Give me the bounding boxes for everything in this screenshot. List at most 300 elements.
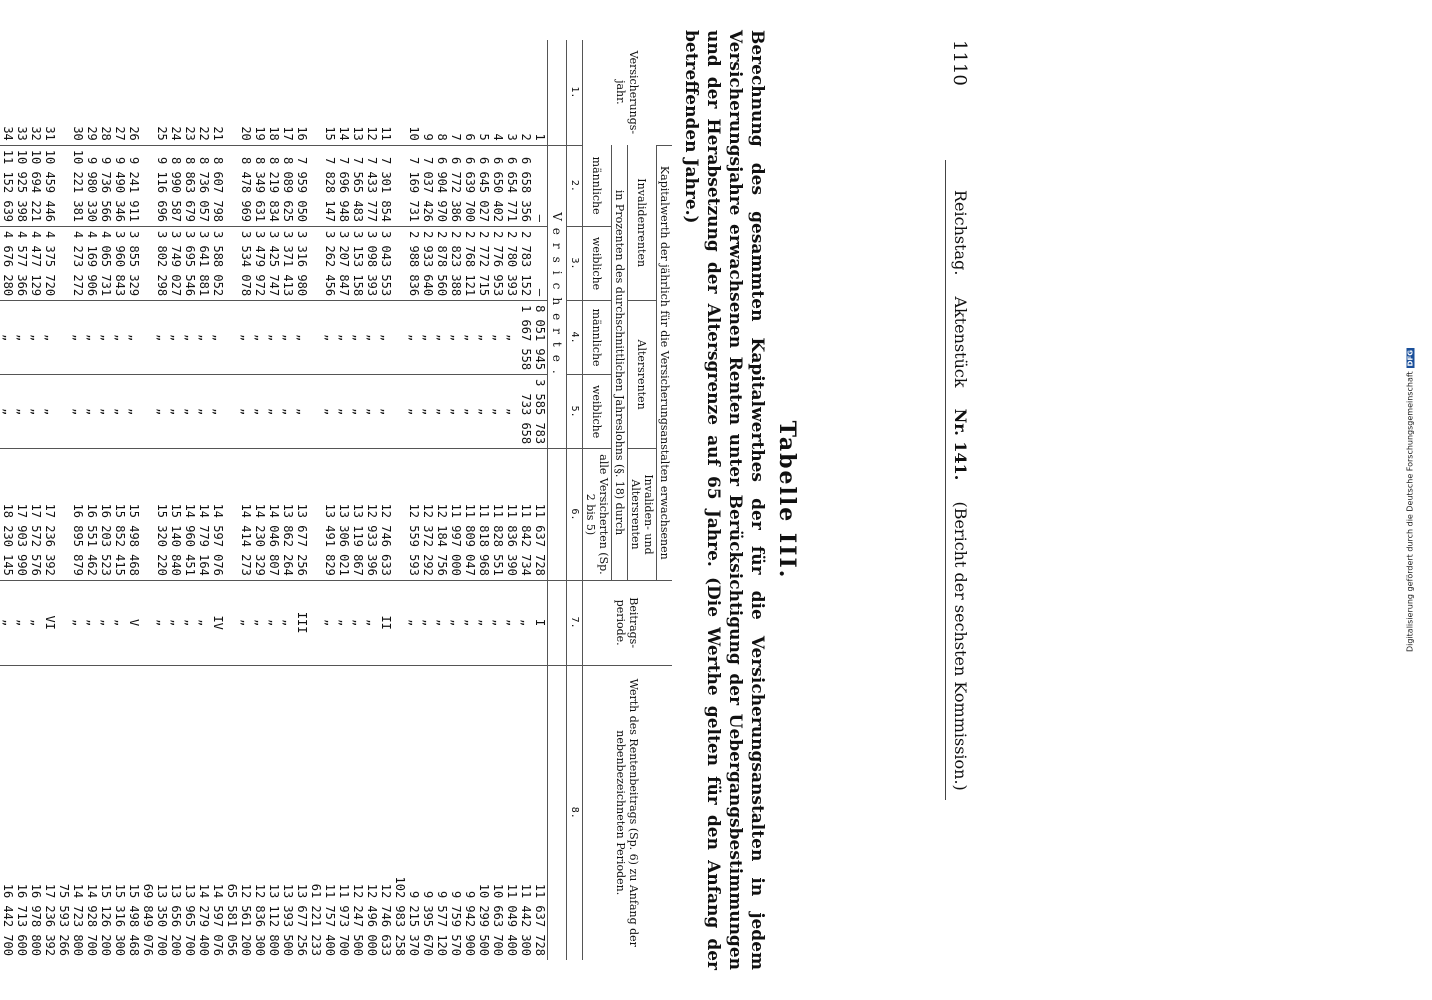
table-cell-c5	[393, 375, 407, 449]
table-cell-c5: „	[155, 375, 169, 449]
table-row	[337, 40, 351, 960]
table-cell-c5	[57, 375, 71, 449]
table-cell-c2: 8 478 969	[239, 145, 253, 226]
table-cell-c7: „	[99, 580, 113, 665]
period-total-row	[225, 40, 239, 960]
table-cell-c6	[225, 449, 239, 581]
table-cell-c3: 3 534 078	[239, 227, 253, 301]
table-cell-c6: 14 779 164	[197, 449, 211, 581]
table-cell-c4: „	[477, 301, 491, 375]
table-cell-c4: „	[267, 301, 281, 375]
table-cell-c2: 6 650 402	[491, 145, 505, 226]
table-cell-c2: 6 904 970	[435, 145, 449, 226]
table-cell-y: 19	[253, 126, 267, 141]
table-cell-c6: 15 140 840	[169, 449, 183, 581]
col-number: 1.	[567, 40, 583, 145]
table-row	[365, 40, 379, 960]
table-cell-c7: „	[365, 580, 379, 665]
table-cell-c3: 3 802 298	[155, 227, 169, 301]
table-cell-c4: „	[253, 301, 267, 375]
table-cell-c6: 14 597 076	[211, 449, 225, 581]
table-cell-c8: 12 247 500	[351, 665, 365, 960]
table-cell-c7: „	[435, 580, 449, 665]
table-cell-c2: 10 459 446	[43, 145, 57, 226]
table-cell-y	[225, 40, 239, 145]
table-cell-y: 2	[519, 133, 533, 141]
table-cell-c7: VI	[43, 580, 57, 665]
table-cell-c6: 13 491 829	[323, 449, 337, 581]
table-cell-c6: 12 559 593	[407, 449, 421, 581]
table-cell-c5: „	[281, 375, 295, 449]
table-cell-c7: III	[295, 580, 309, 665]
table-cell-c2: 9 736 566	[99, 145, 113, 226]
table-cell-c4: „	[43, 301, 57, 375]
table-cell-c7: „	[351, 580, 365, 665]
table-cell-c3	[57, 227, 71, 301]
table-cell-c4: „	[365, 301, 379, 375]
table-cell-c6: 14 414 273	[239, 449, 253, 581]
table-body	[0, 40, 567, 960]
table-cell-c5	[0, 375, 1, 449]
table-cell-c8: 14 279 400	[197, 665, 211, 960]
table-cell-c3: —	[533, 227, 548, 301]
table-cell-c4: „	[197, 301, 211, 375]
dfg-logo: DFG	[1406, 349, 1415, 367]
table-cell-c5: „	[407, 375, 421, 449]
table-cell-c8: 13 656 200	[169, 665, 183, 960]
table-cell-c5: „	[1, 375, 15, 449]
table-cell-c8: 17 236 392	[43, 665, 57, 960]
table-cell-c5: „	[239, 375, 253, 449]
table-row	[169, 40, 183, 960]
table-cell-y: 16	[295, 126, 309, 141]
table-cell-c7: „	[155, 580, 169, 665]
table-cell-c6: 11 809 047	[463, 449, 477, 581]
table-row	[435, 40, 449, 960]
table-cell-c2: 8 736 057	[197, 145, 211, 226]
table-cell-c6: 14 230 329	[253, 449, 267, 581]
table-row	[113, 40, 127, 960]
table-cell-c6: 11 997 000	[449, 449, 463, 581]
table-cell-c6: 15 498 468	[127, 449, 141, 581]
table-row	[505, 40, 519, 960]
table-cell-c5	[225, 375, 239, 449]
table-cell-c2: 9 241 911	[127, 145, 141, 226]
table-cell-c4: „	[71, 301, 85, 375]
header-title	[951, 190, 970, 807]
table-cell-c5: „	[295, 375, 309, 449]
table-cell-y: 15	[323, 126, 337, 141]
table-cell-c4: „	[421, 301, 435, 375]
table-row	[29, 40, 43, 960]
table-cell-c3: 2 772 715	[477, 227, 491, 301]
table-cell-c2: 6 772 386	[449, 145, 463, 226]
table-cell-c2	[393, 145, 407, 226]
page-header	[944, 40, 974, 960]
col-number: 3.	[567, 227, 583, 301]
table-cell-y: 14	[337, 126, 351, 141]
table-row	[155, 40, 169, 960]
table-cell-c2: 7 169 731	[407, 145, 421, 226]
table-cell-c7	[0, 580, 1, 665]
table-cell-c3: 4 577 366	[15, 227, 29, 301]
table-cell-c7: „	[253, 580, 267, 665]
table-cell-c2: 8 219 834	[267, 145, 281, 226]
table-cell-c6: 13 677 256	[295, 449, 309, 581]
table-cell-c4	[225, 301, 239, 375]
table-cell-y: 27	[113, 126, 127, 141]
table-cell-c3: 2 988 836	[407, 227, 421, 301]
col-number: 7.	[567, 580, 583, 665]
table-row	[295, 40, 309, 960]
table-cell-c2	[57, 145, 71, 226]
table-cell-y: 32	[29, 126, 43, 141]
table-cell-c7: „	[29, 580, 43, 665]
table-cell-c2: 8 990 587	[169, 145, 183, 226]
table-cell-y: 1	[533, 133, 547, 141]
table-row	[533, 40, 548, 960]
table-cell-c2: 11 152 639	[1, 145, 15, 226]
table-cell-c7	[225, 580, 239, 665]
table-cell-c5: „	[463, 375, 477, 449]
table-cell-c2	[0, 145, 1, 226]
table-cell-c3: 4 676 280	[1, 227, 15, 301]
table-cell-c4	[57, 301, 71, 375]
table-cell-c2: 10 694 221	[29, 145, 43, 226]
table-cell-c7: „	[323, 580, 337, 665]
table-cell-c6: 12 372 292	[421, 449, 435, 581]
table-cell-c3	[0, 227, 1, 301]
table-cell-c7: „	[407, 580, 421, 665]
table-row	[197, 40, 211, 960]
table-cell-c6	[393, 449, 407, 581]
table-cell-c6: 14 960 451	[183, 449, 197, 581]
table-cell-c5: „	[337, 375, 351, 449]
table-cell-c2: 7 696 948	[337, 145, 351, 226]
table-row	[1, 40, 15, 960]
table-cell-c7: „	[113, 580, 127, 665]
table-cell-y: 11	[379, 126, 393, 141]
table-cell-c8: 12 746 633	[379, 665, 393, 960]
table-cell-c2: 8 863 679	[183, 145, 197, 226]
table-cell-c2	[141, 145, 155, 226]
table-cell-c6	[0, 449, 1, 581]
table-cell-c5: „	[351, 375, 365, 449]
table-cell-c5: „	[477, 375, 491, 449]
table-cell-c6	[141, 449, 155, 581]
table-cell-c8: 15 498 468	[127, 665, 141, 960]
table-cell-c2: 9 116 696	[155, 145, 169, 226]
table-cell-y: 31	[43, 126, 57, 141]
table-cell-y: 28	[99, 126, 113, 141]
table-cell-c8: 15 316 300	[113, 665, 127, 960]
table-cell-c7: „	[449, 580, 463, 665]
col-number: 6.	[567, 449, 583, 581]
table-cell-c3: 3 855 329	[127, 227, 141, 301]
table-cell-c7: „	[337, 580, 351, 665]
col-header-maennliche-1: männliche	[583, 145, 612, 226]
table-cell-c7: „	[239, 580, 253, 665]
table-cell-c4: „	[435, 301, 449, 375]
table-cell-c7: „	[169, 580, 183, 665]
table-cell-c3	[225, 227, 239, 301]
table-cell-c6: 16 895 879	[71, 449, 85, 581]
table-cell-c4: „	[155, 301, 169, 375]
table-cell-c2: 7 037 426	[421, 145, 435, 226]
table-cell-c2: 7 433 777	[365, 145, 379, 226]
table-cell-c8: 13 677 256	[295, 665, 309, 960]
table-cell-c8: 75 593 266	[57, 665, 71, 960]
table-cell-c8: 12 561 200	[239, 665, 253, 960]
table-cell-c4: „	[99, 301, 113, 375]
table-cell-c4: „	[15, 301, 29, 375]
table-cell-c8: 16 713 600	[15, 665, 29, 960]
table-row	[491, 40, 505, 960]
table-cell-c6: 15 852 415	[113, 449, 127, 581]
table-cell-c3: 3 371 413	[281, 227, 295, 301]
table-cell-c8: 9 942 900	[463, 665, 477, 960]
table-cell-c7: „	[15, 580, 29, 665]
table-cell-c5: „	[211, 375, 225, 449]
table-cell-c7	[393, 580, 407, 665]
period-total-row	[309, 40, 323, 960]
header-reichstag: Reichstag.	[951, 190, 970, 276]
table-cell-y: 24	[169, 126, 183, 141]
col-header-altersrenten: Altersrenten	[628, 301, 657, 449]
table-cell-c8: 13 112 800	[267, 665, 281, 960]
table-cell-y: 22	[197, 126, 211, 141]
table-cell-c3: 2 768 121	[463, 227, 477, 301]
table-cell-c6: 16 551 462	[85, 449, 99, 581]
table-cell-c4: „	[379, 301, 393, 375]
table-cell-c4	[141, 301, 155, 375]
table-cell-c3: 4 477 129	[29, 227, 43, 301]
table-cell-c8: 9 215 370	[407, 665, 421, 960]
table-cell-c8	[0, 665, 1, 960]
table-cell-c5: „	[169, 375, 183, 449]
table-cell-c2	[309, 145, 323, 226]
col-header-werth: Werth des Rentenbeitrags (Sp. 6) zu Anfang der nebenbezeichneten Perioden.	[583, 665, 673, 960]
table-cell-c7: I	[533, 580, 548, 665]
period-total-row	[393, 40, 407, 960]
col-number: 8.	[567, 665, 583, 960]
table-cell-y: 4	[491, 133, 505, 141]
table-cell-c4: „	[295, 301, 309, 375]
table-cell-c3: 3 641 881	[197, 227, 211, 301]
table-cell-c8: 10 663 700	[491, 665, 505, 960]
table-cell-c6: 11 836 390	[505, 449, 519, 581]
period-total-row	[141, 40, 155, 960]
table-cell-c4: „	[281, 301, 295, 375]
table-row	[99, 40, 113, 960]
table-cell-c8: 10 299 500	[477, 665, 491, 960]
table-row	[267, 40, 281, 960]
table-cell-c2: 8 349 631	[253, 145, 267, 226]
table-cell-c6: 15 320 220	[155, 449, 169, 581]
table-cell-c7	[57, 580, 71, 665]
table-row	[519, 40, 533, 960]
table-cell-y: 13	[351, 126, 365, 141]
table-cell-y: 25	[155, 126, 169, 141]
table-cell-c4: 1 667 558	[519, 301, 533, 375]
table-cell-c7: „	[519, 580, 533, 665]
table-cell-c7: „	[85, 580, 99, 665]
table-cell-c5: „	[379, 375, 393, 449]
table-cell-c8: 61 221 233	[309, 665, 323, 960]
table-cell-y: 20	[239, 126, 253, 141]
col-header-kapitalwerth: Kapitalwerth der jährlich für die Versicherungsanstalten erwachsenen	[657, 145, 673, 580]
table-cell-c3: 3 479 972	[253, 227, 267, 301]
table-cell-c3: 3 207 847	[337, 227, 351, 301]
table-cell-c3: 2 878 560	[435, 227, 449, 301]
table-row	[239, 40, 253, 960]
table-cell-y: 5	[477, 133, 491, 141]
table-cell-c2: 10 925 398	[15, 145, 29, 226]
table-cell-c7: „	[183, 580, 197, 665]
table-cell-c8: 11 049 400	[505, 665, 519, 960]
table-cell-c3: 3 043 553	[379, 227, 393, 301]
table-cell-c8: 16 978 800	[29, 665, 43, 960]
table-cell-c7: „	[281, 580, 295, 665]
table-cell-c6: 17 572 576	[29, 449, 43, 581]
table-row	[127, 40, 141, 960]
table-cell-c6: 16 203 523	[99, 449, 113, 581]
table-row	[407, 40, 421, 960]
table-row	[85, 40, 99, 960]
table-cell-c6	[57, 449, 71, 581]
col-number: 5.	[567, 375, 583, 449]
table-cell-c2: 8 607 798	[211, 145, 225, 226]
table-cell-c2: 9 980 330	[85, 145, 99, 226]
table-cell-c8: 9 395 670	[421, 665, 435, 960]
table-cell-y: 7	[449, 133, 463, 141]
table-cell-c3: 2 783 152	[519, 227, 533, 301]
table-cell-c7: „	[477, 580, 491, 665]
table-cell-c2	[225, 145, 239, 226]
table-cell-c6: 11 637 728	[533, 449, 548, 581]
table-cell-c7: „	[267, 580, 281, 665]
table-cell-c6: 17 903 990	[15, 449, 29, 581]
table-cell-c3: 2 933 640	[421, 227, 435, 301]
table-cell-c3	[141, 227, 155, 301]
col-number: 2.	[567, 145, 583, 226]
table-cell-c6: 17 236 392	[43, 449, 57, 581]
table-cell-c3: 3 316 980	[295, 227, 309, 301]
table-cell-c3	[309, 227, 323, 301]
table-cell-y: 9	[421, 133, 435, 141]
table-cell-c8: 11 442 300	[519, 665, 533, 960]
table-cell-y: 21	[211, 126, 225, 141]
table-row	[323, 40, 337, 960]
table-cell-c2: 7 565 483	[351, 145, 365, 226]
table-cell-c8: 14 723 800	[71, 665, 85, 960]
table-cell-c8: 69 849 076	[141, 665, 155, 960]
header-nr: Nr. 141.	[951, 408, 970, 481]
table-cell-c6: 11 842 734	[519, 449, 533, 581]
table-cell-c5: „	[323, 375, 337, 449]
table-cell-c4: „	[113, 301, 127, 375]
table-cell-c7: II	[379, 580, 393, 665]
table-cell-y	[141, 40, 155, 145]
table-cell-c5: „	[365, 375, 379, 449]
table-cell-c2: 9 490 346	[113, 145, 127, 226]
table-cell-c5: „	[15, 375, 29, 449]
table-cell-y	[393, 40, 407, 145]
table-cell-y: 18	[267, 126, 281, 141]
table-cell-c3	[393, 227, 407, 301]
table-cell-c8: 9 577 120	[435, 665, 449, 960]
table-cell-c2: 6 639 700	[463, 145, 477, 226]
table-cell-c8: 14 928 700	[85, 665, 99, 960]
table-cell-c5: „	[421, 375, 435, 449]
table-cell-c5: „	[197, 375, 211, 449]
table-cell-c7: „	[491, 580, 505, 665]
table-cell-c7: „	[1, 580, 15, 665]
table-cell-c3: 4 065 731	[99, 227, 113, 301]
table-cell-c3: 3 749 027	[169, 227, 183, 301]
table-cell-c4: „	[449, 301, 463, 375]
table-row	[463, 40, 477, 960]
table-cell-c5: „	[183, 375, 197, 449]
table-cell-c5	[141, 375, 155, 449]
header-aktenstueck: Aktenstück	[951, 296, 970, 388]
table-row	[477, 40, 491, 960]
table-cell-c4: „	[407, 301, 421, 375]
col-header-beitragsperiode: Beitrags-periode.	[583, 580, 673, 665]
table-cell-c6: 18 230 145	[1, 449, 15, 581]
table-row	[211, 40, 225, 960]
table-cell-c8: 102 983 258	[393, 665, 407, 960]
table-cell-c8: 9 759 570	[449, 665, 463, 960]
table-cell-c8: 14 597 076	[211, 665, 225, 960]
digitization-note	[1406, 348, 1415, 652]
table-cell-y: 3	[505, 133, 519, 141]
table-cell-c2: 10 221 381	[71, 145, 85, 226]
versicherte-label: Versicherte.	[548, 145, 567, 448]
table-cell-c2: 7 301 854	[379, 145, 393, 226]
table-cell-c5: „	[127, 375, 141, 449]
table-cell-c6: 11 828 551	[491, 449, 505, 581]
header-rule	[945, 160, 946, 800]
table-cell-c3: 2 776 953	[491, 227, 505, 301]
table-cell-c3: 3 098 393	[365, 227, 379, 301]
table-cell-c4	[393, 301, 407, 375]
table-cell-c3: 2 780 393	[505, 227, 519, 301]
table-cell-c4: „	[29, 301, 43, 375]
capital-value-table	[0, 40, 672, 960]
table-cell-y: 23	[183, 126, 197, 141]
table-cell-c3: 4 169 906	[85, 227, 99, 301]
table-cell-c2: 6 645 027	[477, 145, 491, 226]
table-cell-c7: „	[505, 580, 519, 665]
table-cell-y	[57, 40, 71, 145]
table-cell-y: 34	[1, 126, 15, 141]
table-cell-c7	[309, 580, 323, 665]
table-subtitle: Berechnung des gesammten Kapitalwerthes der für die Versicherungsanstalten in jedem Versicherungsjahre erwachsenen Renten unter Berücksichtigung der Uebergangsbestimmungen und der Herabsetzung der Altersgrenze auf 65 Jahre. (Die Werthe gelten für den Anfang der betreffenden Jahre.)	[681, 30, 767, 970]
table-cell-c5: „	[491, 375, 505, 449]
table-row	[183, 40, 197, 960]
table-cell-c6: 12 746 633	[379, 449, 393, 581]
table-cell-c4	[309, 301, 323, 375]
table-row	[71, 40, 85, 960]
table-cell-c3: 3 262 456	[323, 227, 337, 301]
table-cell-c7: „	[197, 580, 211, 665]
col-header-maennliche-2: männliche	[583, 301, 612, 375]
col-header-inv-alters: Invaliden- und Altersrenten	[628, 449, 657, 581]
table-cell-c2: 8 089 625	[281, 145, 295, 226]
table-cell-c8: 11 973 700	[337, 665, 351, 960]
table-cell-c4: „	[85, 301, 99, 375]
